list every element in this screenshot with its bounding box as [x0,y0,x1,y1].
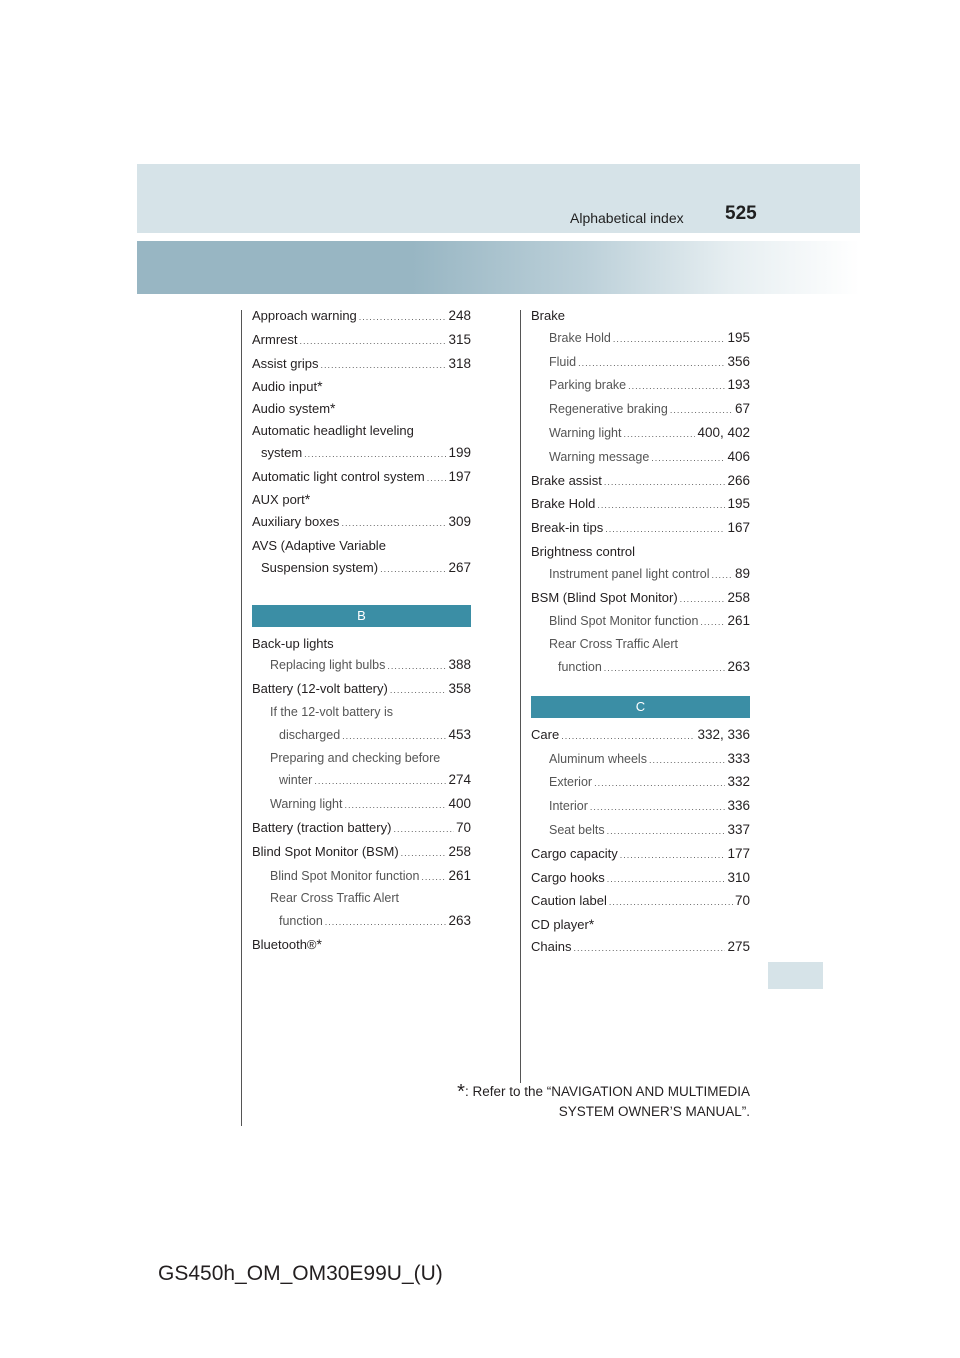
page-reference[interactable]: 332 [727,774,750,790]
page-reference[interactable]: 70 [734,893,750,909]
page-number: 525 [725,203,757,224]
page-reference[interactable]: 258 [727,589,750,605]
leader-dots [393,819,454,841]
entry-text: AUX port [252,492,305,508]
entry-text: CD player [531,917,589,933]
leader-dots [341,513,446,535]
index-entry [531,587,750,611]
leader-dots [613,329,726,351]
page-reference[interactable]: 267 [448,559,471,575]
page-reference[interactable]: 333 [727,750,750,766]
footnote-line-2: SYSTEM OWNER’S MANUAL”. [558,1104,750,1119]
index-subentry [531,327,750,351]
index-entry [531,305,750,327]
index-entry [252,329,471,353]
index-subentry [531,374,750,398]
page-reference[interactable]: 248 [448,308,471,323]
index-entry [252,353,471,377]
page-reference[interactable]: 195 [727,329,750,345]
index-entry [531,724,750,748]
entry-text: Blind Spot Monitor function [549,614,699,629]
leader-dots [628,376,725,398]
entry-text: Brake assist [531,472,602,488]
index-entry: CD player * [531,914,750,936]
index-entry [252,841,471,865]
page-reference[interactable]: 197 [448,468,471,484]
index-entry [252,511,471,535]
leader-dots [700,612,725,634]
footnote [420,1082,750,1121]
page-reference[interactable]: 406 [727,448,750,464]
entry-text: Exterior [549,775,593,790]
footnote-line-1: *: Refer to the “NAVIGATION AND MULTIMEDIA [457,1081,750,1103]
leader-dots [604,472,726,494]
leader-dots [300,331,447,353]
leader-dots [390,680,447,702]
entry-text: Warning light [270,797,343,812]
leader-dots [314,771,446,793]
index-entry [252,557,471,581]
entry-text: Fluid [549,354,577,369]
index-entry [252,535,471,557]
entry-text: If the 12-volt battery is [270,704,393,719]
entry-text: Cargo hooks [531,869,605,885]
page-reference[interactable]: 337 [727,821,750,837]
page-reference[interactable]: 315 [448,331,471,347]
entry-text: system [261,444,303,460]
entry-text: Chains [531,938,572,954]
index-entry [531,843,750,867]
index-entry [531,936,750,960]
entry-text: Cargo capacity [531,845,618,861]
page-reference[interactable]: 167 [727,520,750,536]
entry-text: Auxiliary boxes [252,514,340,530]
page-reference[interactable]: 195 [727,496,750,512]
index-subentry [531,446,750,470]
page-reference[interactable]: 70 [455,819,471,835]
leader-dots [325,912,447,934]
index-subentry [531,610,750,634]
document-code: GS450h_OM_OM30E99U_(U) [158,1262,443,1285]
leader-dots [578,353,725,375]
index-subentry [531,351,750,375]
page-reference[interactable]: 266 [727,472,750,488]
leader-dots [320,355,446,377]
entry-text: Parking brake [549,378,627,393]
entry-text: Warning light [549,425,622,440]
leader-dots [594,773,725,795]
page-reference[interactable]: 310 [727,869,750,885]
index-group-b [252,633,471,956]
index-subentry [252,724,471,748]
page-reference[interactable]: 263 [448,913,471,929]
page-reference[interactable]: 258 [448,843,471,859]
index-entry [252,442,471,466]
leader-dots [620,845,726,867]
index-entry: Audio system * [252,398,471,420]
index-subentry [252,702,471,724]
page-reference[interactable]: 388 [448,657,471,673]
entry-text: discharged [279,727,341,742]
index-subentry [531,563,750,587]
page-reference[interactable]: 199 [448,444,471,460]
entry-text: BSM (Blind Spot Monitor) [531,589,678,605]
index-subentry [531,748,750,772]
entry-text: Aluminum wheels [549,751,647,766]
page-reference[interactable]: 67 [734,401,750,417]
leader-dots [607,869,726,891]
footnote-star: * [457,1081,465,1103]
page-reference[interactable]: 309 [448,514,471,530]
leader-dots [380,559,446,581]
index-group-b-continued [531,305,750,680]
index-subentry [252,748,471,770]
index-entry [531,867,750,891]
index-entry [252,466,471,490]
page-reference[interactable]: 332, 336 [697,726,750,742]
entry-text: Automatic light control system [252,468,425,484]
leader-dots [680,589,726,611]
index-entry [252,817,471,841]
entry-text: Warning message [549,449,650,464]
entry-text: Bluetooth® [252,936,317,952]
page-reference[interactable]: 89 [734,565,750,581]
entry-text: Automatic headlight leveling [252,422,414,438]
entry-text: function [558,659,602,674]
leader-dots [573,938,725,960]
column-rule-middle [520,310,521,1083]
page-reference[interactable]: 193 [727,377,750,393]
leader-dots [670,400,733,422]
entry-text: Back-up lights [252,635,334,651]
entry-text: Care [531,726,560,742]
page-header-title: Alphabetical index [570,210,684,226]
index-subentry [252,654,471,678]
page-reference[interactable]: 356 [727,353,750,369]
section-header-b: B [252,605,471,627]
leader-dots [401,843,447,865]
index-subentry [252,865,471,889]
index-subentry [252,769,471,793]
entry-text: Suspension system) [261,559,379,575]
index-subentry [531,795,750,819]
index-subentry [531,771,750,795]
leader-dots [712,565,733,587]
leader-dots [387,656,446,678]
page-reference[interactable]: 177 [727,845,750,861]
index-column-2 [531,305,750,960]
leader-dots [604,658,726,680]
entry-text: Battery (12-volt battery) [252,681,388,697]
page-reference[interactable]: 261 [448,867,471,883]
leader-dots [624,424,696,446]
entry-text: Brake Hold [549,330,611,345]
entry-text: Regenerative braking [549,402,668,417]
page-reference[interactable]: 400, 402 [697,424,750,440]
leader-dots [590,797,726,819]
entry-text: Blind Spot Monitor function [270,868,420,883]
leader-dots [651,448,725,470]
column-rule-left [241,310,242,1126]
leader-dots [605,519,725,541]
index-entry: Audio input * [252,376,471,398]
side-index-tab [768,962,823,989]
page-reference[interactable]: 263 [727,658,750,674]
entry-text: Armrest [252,331,298,347]
entry-text: Approach warning [252,308,357,323]
entry-text: Brake [531,308,565,323]
leader-dots [304,444,446,466]
leader-dots [427,468,447,490]
index-entry [252,633,471,655]
page-reference[interactable]: 274 [448,772,471,788]
entry-text: Seat belts [549,822,605,837]
index-entry [252,678,471,702]
entry-text: AVS (Adaptive Variable [252,537,386,553]
entry-text: Rear Cross Traffic Alert [270,891,399,906]
entry-text: Instrument panel light control [549,566,710,581]
page-reference[interactable]: 336 [727,798,750,814]
leader-dots [561,726,695,748]
entry-text: Brake Hold [531,496,596,512]
index-entry [252,305,471,329]
index-subentry [252,888,471,910]
page-reference[interactable]: 400 [448,796,471,812]
index-subentry [531,398,750,422]
leader-dots [609,892,733,914]
leader-dots [597,495,725,517]
index-entry [531,493,750,517]
entry-text: Assist grips [252,355,319,371]
index-column-1 [252,305,471,956]
entry-text: Audio input [252,379,318,395]
leader-dots [342,726,446,748]
leader-dots [359,307,447,329]
leader-dots [421,867,446,889]
index-subentry [531,656,750,680]
entry-text: Battery (traction battery) [252,819,392,835]
entry-text: Preparing and checking before [270,750,441,765]
entry-text: function [279,914,323,929]
index-entry [531,517,750,541]
page-reference[interactable]: 275 [727,938,750,954]
leader-dots [345,795,447,817]
index-group-c [531,724,750,960]
index-subentry [531,819,750,843]
entry-text: winter [279,773,313,788]
entry-text: Audio system [252,401,331,417]
section-header-c: C [531,696,750,718]
index-entry [252,420,471,442]
entry-text: Caution label [531,893,607,909]
entry-text: Blind Spot Monitor (BSM) [252,843,399,859]
page-reference[interactable]: 453 [448,726,471,742]
entry-text: Interior [549,799,588,814]
index-subentry [531,422,750,446]
page-reference[interactable]: 358 [448,681,471,697]
index-entry [531,541,750,563]
index-entry [531,470,750,494]
index-subentry [252,793,471,817]
entry-text: Break-in tips [531,520,604,536]
index-group-a [252,305,471,581]
index-subentry [252,910,471,934]
index-entry: Bluetooth® * [252,934,471,956]
page-reference[interactable]: 318 [448,355,471,371]
entry-text: Replacing light bulbs [270,658,386,673]
entry-text: Brightness control [531,543,636,559]
entry-text: Rear Cross Traffic Alert [549,637,678,652]
index-entry: AUX port * [252,489,471,511]
index-subentry [531,634,750,656]
leader-dots [607,821,726,843]
page-reference[interactable]: 261 [727,613,750,629]
leader-dots [649,750,726,772]
index-entry [531,890,750,914]
header-gradient-band [137,241,860,294]
